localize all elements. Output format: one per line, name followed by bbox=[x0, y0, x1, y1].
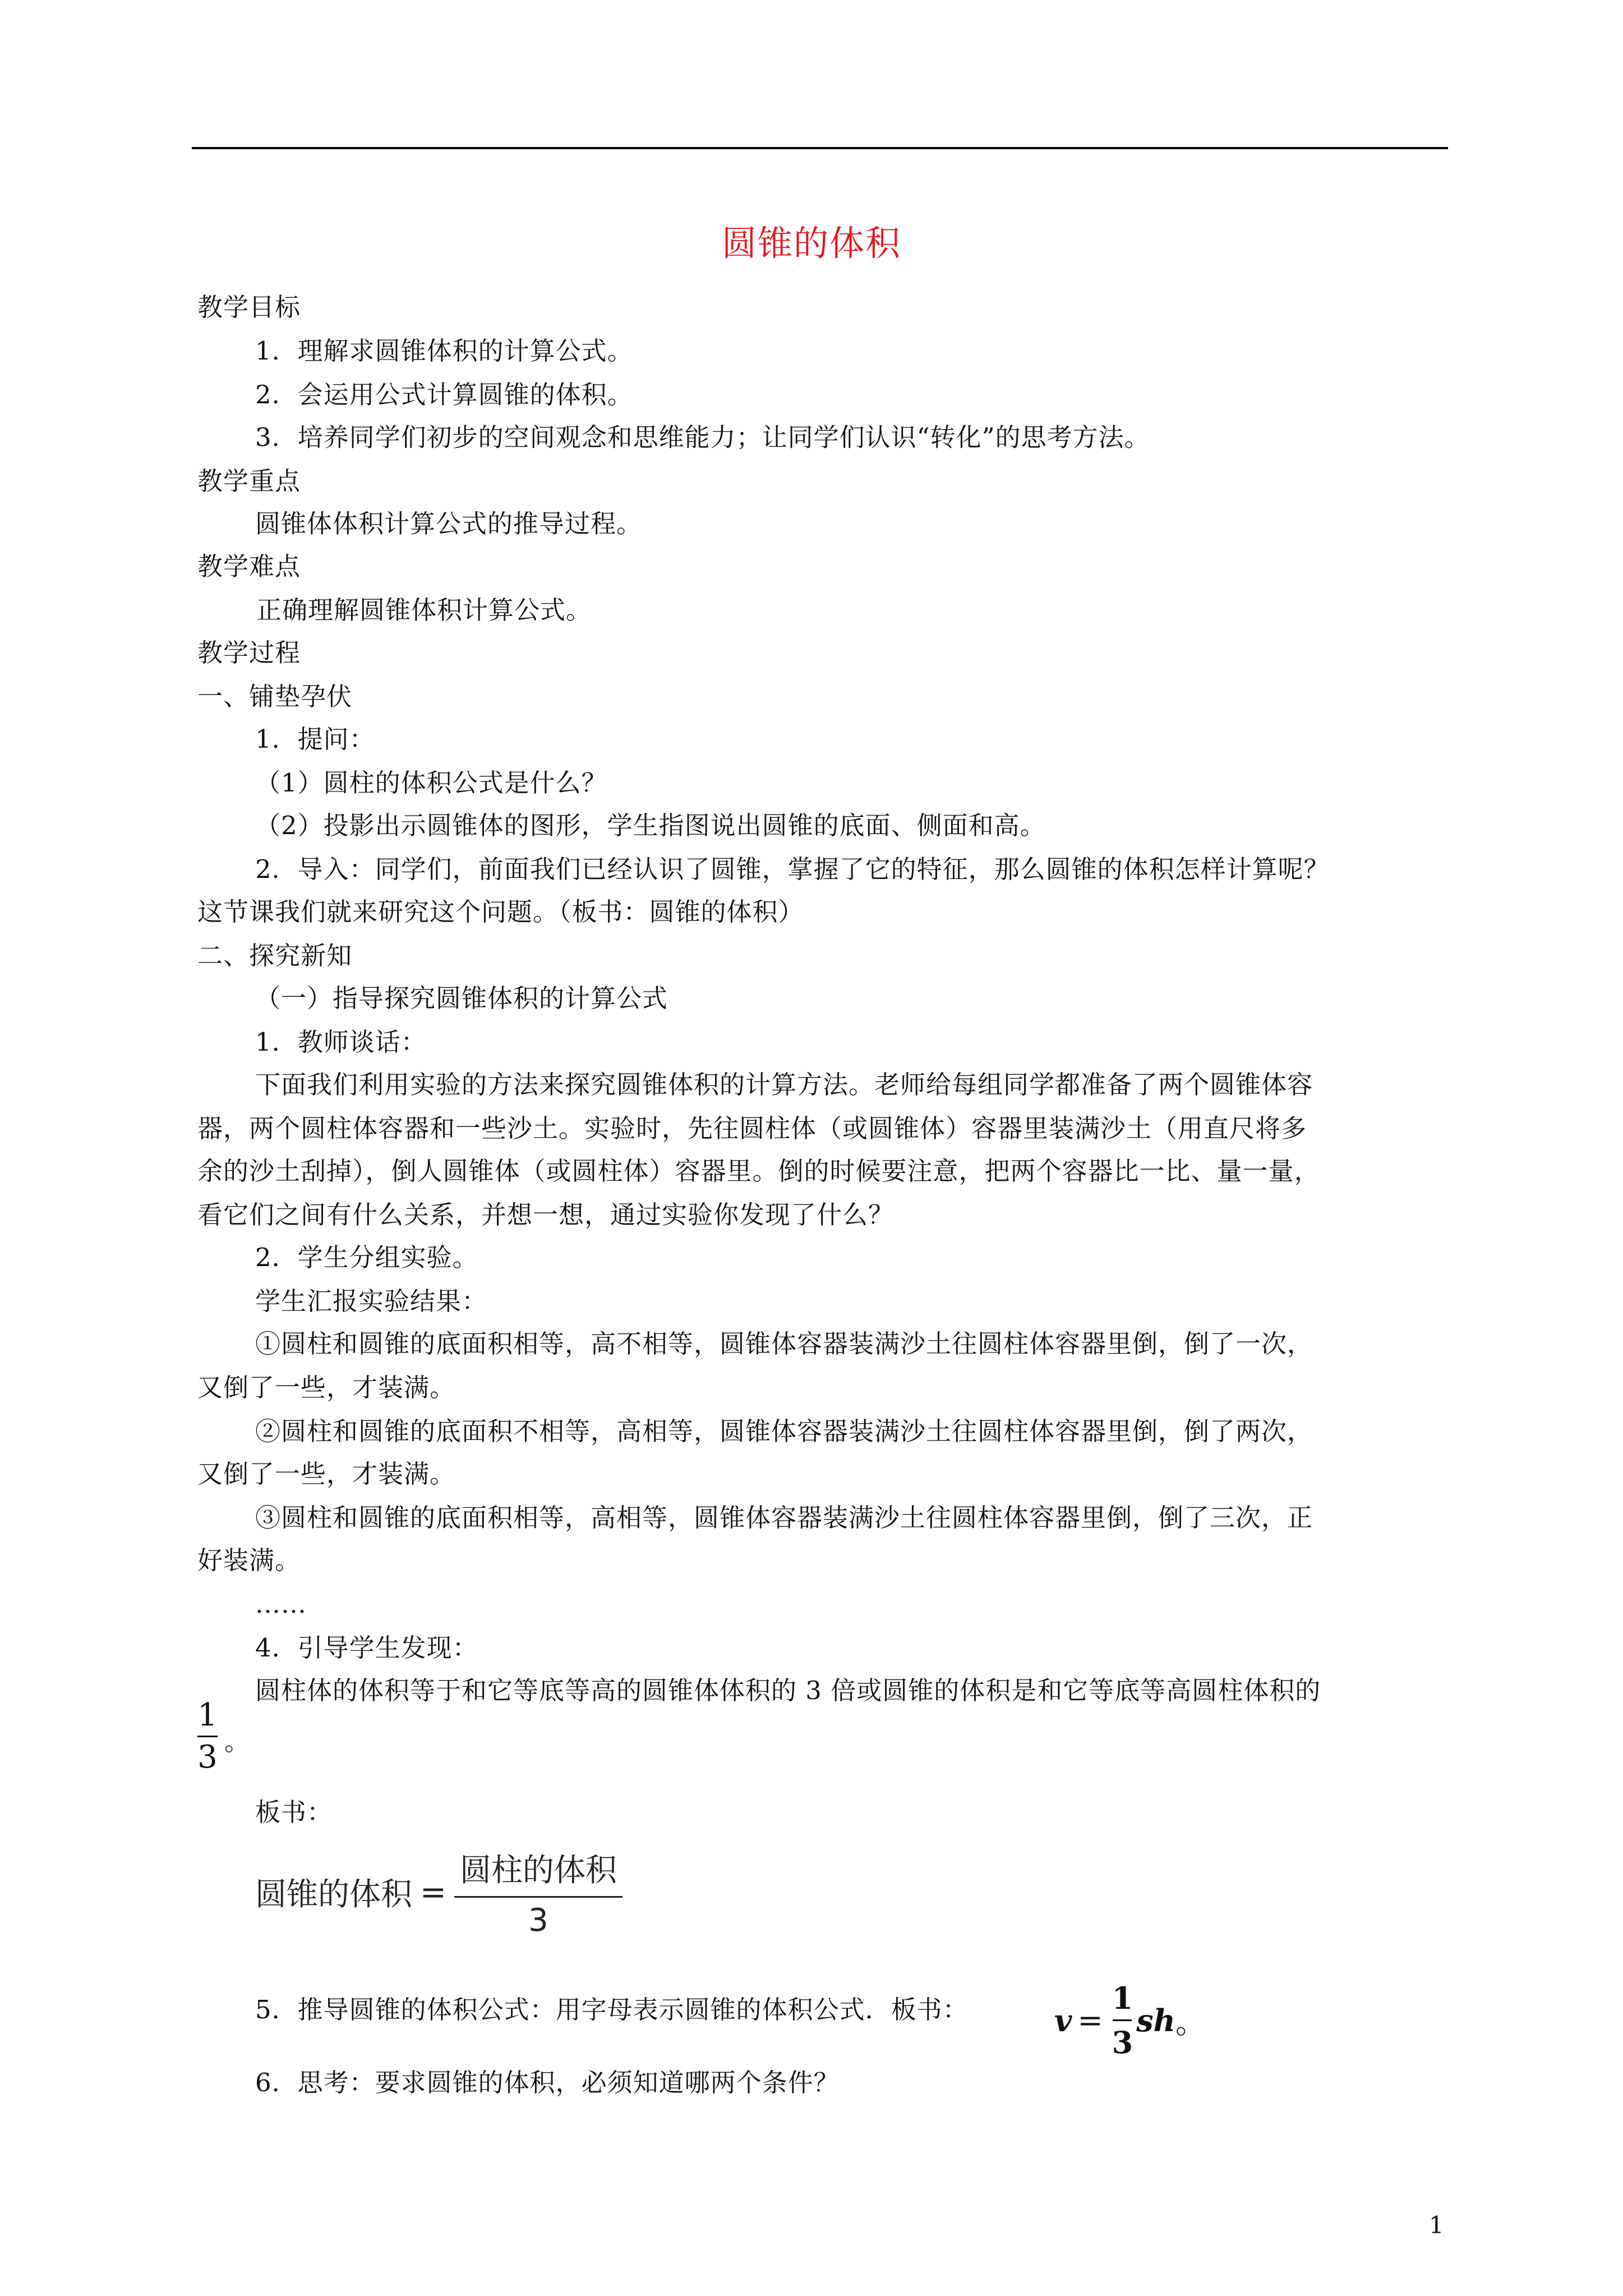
text-line: 2．导入：同学们，前面我们已经认识了圆锥，掌握了它的特征，那么圆锥的体积怎样计算呢？ bbox=[255, 854, 1330, 884]
fraction-one-third bbox=[197, 1697, 218, 1775]
text-line: 5．推导圆锥的体积公式：用字母表示圆锥的体积公式．板书： bbox=[255, 1995, 969, 2024]
text-line: …… bbox=[255, 1589, 307, 1619]
text-line: 看它们之间有什么关系，并想一想，通过实验你发现了什么？ bbox=[197, 1200, 895, 1230]
text-line: 3．培养同学们初步的空间观念和思维能力；让同学们认识“转化”的思考方法。 bbox=[255, 422, 1150, 452]
formula-fraction-bar bbox=[1113, 2019, 1132, 2021]
text-line: 教学难点 bbox=[197, 551, 301, 581]
fraction-suffix: 。 bbox=[224, 1727, 251, 1756]
text-line: 4．引导学生发现： bbox=[255, 1633, 478, 1663]
text-line: （一）指导探究圆锥体积的计算公式 bbox=[255, 983, 668, 1013]
board-lhs: 圆锥的体积 bbox=[255, 1876, 412, 1913]
text-line: 学生汇报实验结果： bbox=[255, 1286, 488, 1316]
text-line: 圆锥体体积计算公式的推导过程。 bbox=[255, 509, 643, 539]
page-number: 1 bbox=[1429, 2211, 1444, 2239]
text-line: 下面我们利用实验的方法来探究圆锥体积的计算方法。老师给每组同学都准备了两个圆锥体容 bbox=[255, 1070, 1313, 1099]
text-line: 2．学生分组实验。 bbox=[255, 1243, 478, 1272]
text-line: 2．会运用公式计算圆锥的体积。 bbox=[255, 380, 633, 409]
text-line: 这节课我们就来研究这个问题。（板书：圆锥的体积） bbox=[197, 897, 804, 927]
board-formula bbox=[255, 1846, 623, 1939]
document-title: 圆锥的体积 bbox=[721, 223, 901, 264]
header-rule bbox=[192, 147, 1448, 149]
board-fraction-bar bbox=[454, 1896, 623, 1898]
text-line: 板书： bbox=[255, 1797, 333, 1827]
formula-equals: = bbox=[1077, 2003, 1103, 2038]
text-line: 正确理解圆锥体积计算公式。 bbox=[256, 595, 592, 625]
formula-v: v bbox=[1054, 2002, 1072, 2039]
formula-numerator: 1 bbox=[1112, 1980, 1133, 2016]
text-line: 教学目标 bbox=[197, 292, 301, 322]
text-line: （1）圆柱的体积公式是什么？ bbox=[255, 768, 607, 798]
text-line: 器，两个圆柱体容器和一些沙土。实验时，先往圆柱体（或圆锥体）容器里装满沙土（用直尺将多 bbox=[197, 1114, 1307, 1143]
text-line: 1．提问： bbox=[255, 724, 375, 754]
text-line: 又倒了一些，才装满。 bbox=[197, 1373, 456, 1402]
text-line: 二、探究新知 bbox=[197, 941, 353, 970]
board-denominator: 3 bbox=[528, 1902, 548, 1939]
text-line: 一、铺垫孕伏 bbox=[197, 682, 353, 711]
fraction-bar bbox=[197, 1736, 218, 1737]
text-line: 1．理解求圆锥体积的计算公式。 bbox=[255, 336, 633, 366]
text-line: 教学重点 bbox=[197, 466, 301, 496]
text-line: （2）投影出示圆锥体的图形，学生指图说出圆锥的底面、侧面和高。 bbox=[255, 811, 1046, 840]
board-numerator: 圆柱的体积 bbox=[459, 1852, 617, 1889]
text-line: 教学过程 bbox=[197, 638, 301, 668]
formula-denominator: 3 bbox=[1112, 2024, 1133, 2060]
text-line: ②圆柱和圆锥的底面积不相等，高相等，圆锥体容器装满沙土往圆柱体容器里倒，倒了两次， bbox=[255, 1416, 1313, 1446]
formula-suffix: 。 bbox=[1175, 2005, 1206, 2040]
text-line: 圆柱体的体积等于和它等底等高的圆锥体体积的 3 倍或圆锥的体积是和它等底等高圆柱体积的 bbox=[255, 1676, 1321, 1705]
fraction-denominator: 3 bbox=[197, 1739, 218, 1775]
formula-fraction bbox=[1112, 1980, 1133, 2060]
formula-sh: sh bbox=[1136, 2002, 1175, 2039]
text-line: ①圆柱和圆锥的底面积相等，高不相等，圆锥体容器装满沙土往圆柱体容器里倒，倒了一次， bbox=[255, 1329, 1313, 1359]
text-line: ③圆柱和圆锥的底面积相等，高相等，圆锥体容器装满沙土往圆柱体容器里倒，倒了三次，正 bbox=[255, 1503, 1313, 1533]
text-line: 1．教师谈话： bbox=[255, 1027, 427, 1057]
text-line: 又倒了一些，才装满。 bbox=[197, 1459, 456, 1489]
text-line: 余的沙土刮掉），倒人圆锥体（或圆柱体）容器里。倒的时候要注意，把两个容器比一比、量一量， bbox=[197, 1156, 1320, 1186]
text-line: 6．思考：要求圆锥的体积，必须知道哪两个条件？ bbox=[255, 2068, 840, 2097]
text-line: 好装满。 bbox=[197, 1545, 301, 1575]
cone-volume-formula bbox=[1054, 1980, 1206, 2060]
board-equals: = bbox=[420, 1874, 446, 1911]
board-fraction bbox=[454, 1846, 623, 1939]
fraction-numerator: 1 bbox=[197, 1697, 218, 1733]
